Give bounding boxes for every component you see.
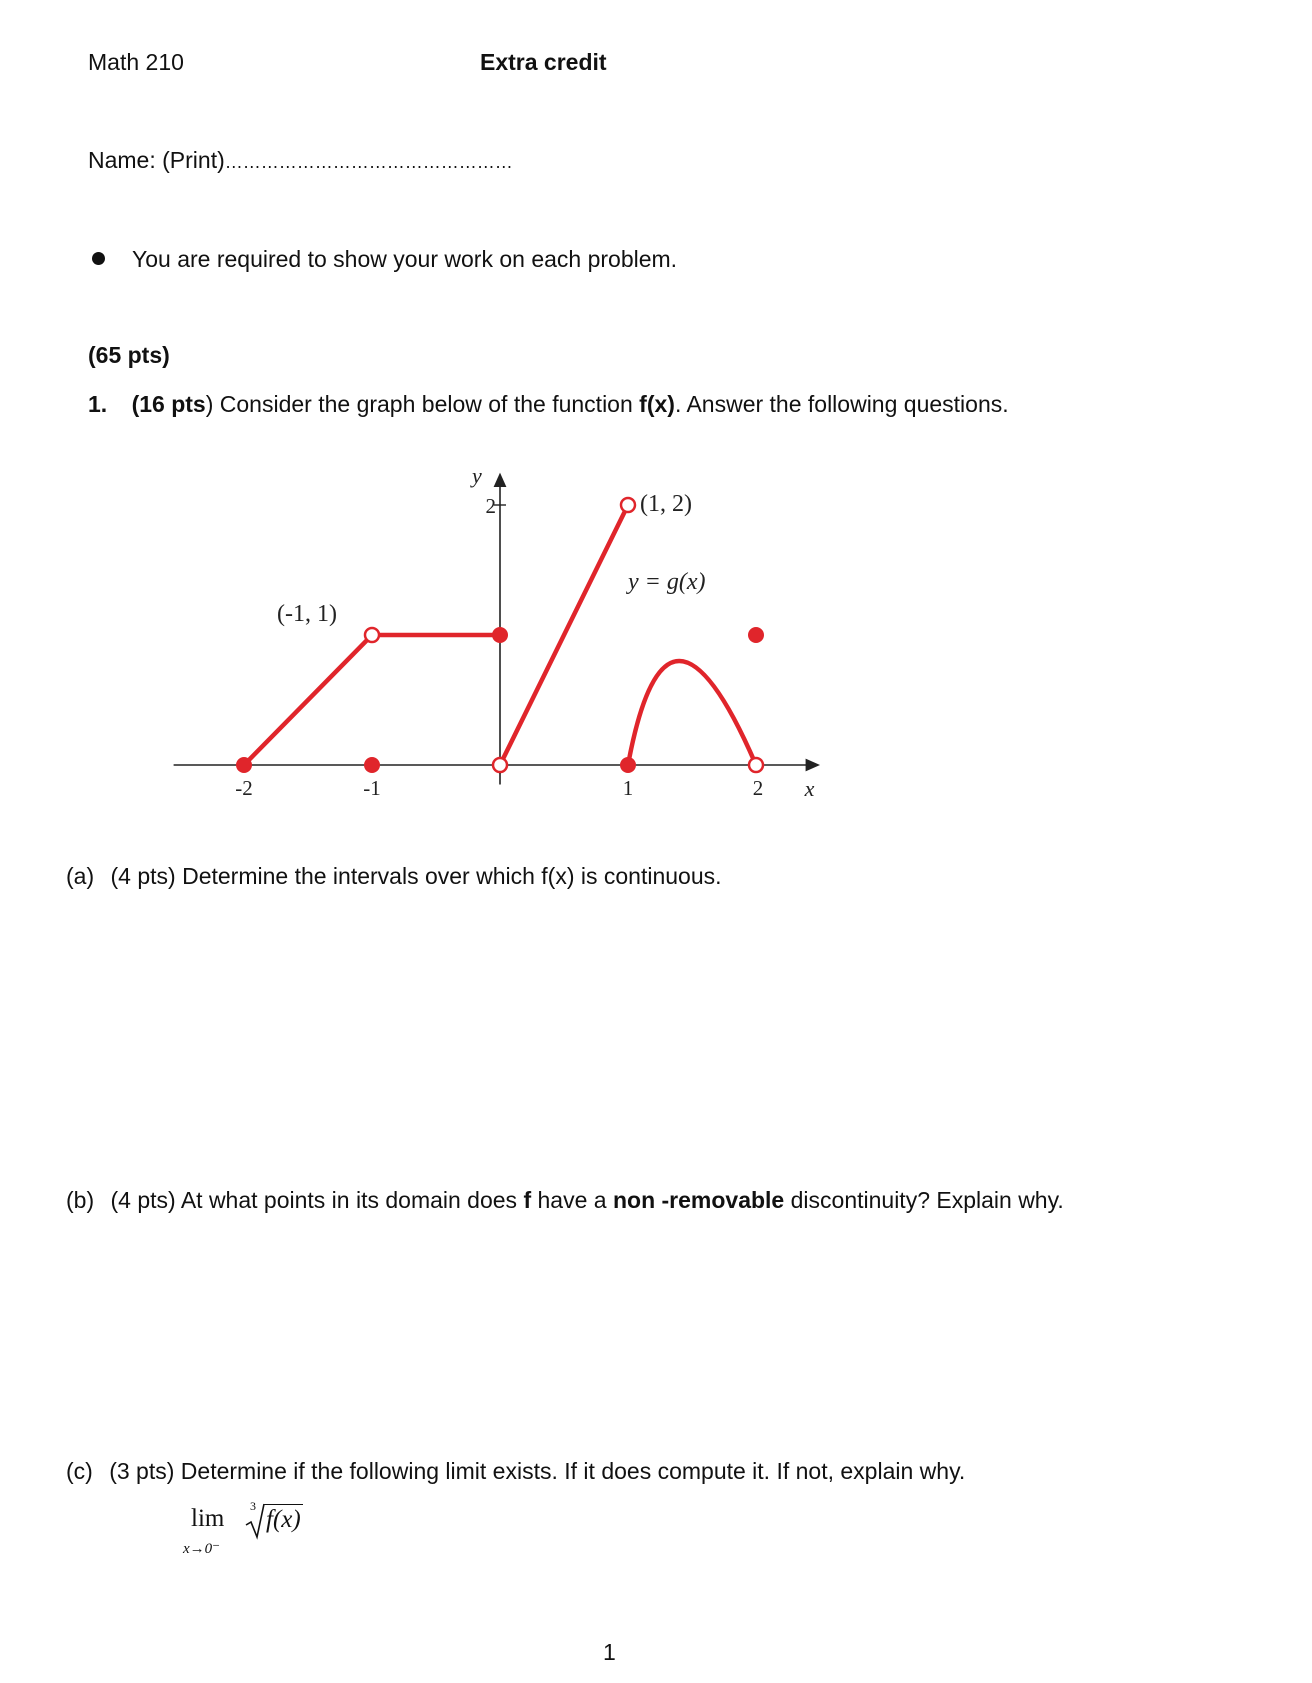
function-graph — [160, 455, 860, 825]
part-b-label: (b) — [66, 1187, 95, 1213]
problem-number: 1. — [88, 391, 108, 417]
problem-function: f(x) — [639, 391, 675, 417]
instruction-text: You are required to show your work on each problem. — [132, 246, 678, 272]
part-b-bold-f: f — [523, 1187, 532, 1213]
lim-word: lim — [191, 1505, 225, 1532]
filled-point — [364, 757, 380, 773]
page-number: 1 — [603, 1639, 616, 1665]
part-a-text: (4 pts) Determine the intervals over which f(x) is continuous. — [110, 863, 722, 889]
name-label: Name: (Print) — [88, 147, 225, 173]
y-axis-label: y — [472, 463, 482, 488]
part-a-label: (a) — [66, 863, 95, 889]
part-c-label: (c) — [66, 1458, 93, 1484]
x-tick-label: -2 — [235, 776, 253, 800]
part-b-text-1: (4 pts) At what points in its domain does — [110, 1187, 524, 1213]
problem-points: (16 pts — [131, 391, 206, 417]
part-b — [66, 1186, 1064, 1214]
problem-text-after: . Answer the following questions. — [674, 391, 1009, 417]
open-point — [365, 628, 379, 642]
page-title: Extra credit — [480, 49, 607, 75]
name-line — [88, 146, 513, 176]
filled-point — [620, 757, 636, 773]
part-c-text: (3 pts) Determine if the following limit exists. If it does compute it. If not, explain why. — [109, 1458, 966, 1484]
part-b-text-3: discontinuity? Explain why. — [784, 1187, 1064, 1213]
bullet-icon — [92, 252, 105, 265]
lim-subscript: x→0⁻ — [183, 1541, 221, 1557]
x-tick-label: 2 — [752, 776, 764, 800]
radical-sign-icon — [245, 1503, 265, 1541]
part-a — [66, 862, 722, 890]
y-tick-label: 2 — [485, 494, 496, 518]
root-index: 3 — [250, 1499, 256, 1513]
segment-1 — [244, 635, 372, 765]
course-label: Math 210 — [88, 49, 184, 75]
filled-point — [492, 627, 508, 643]
segment-3 — [500, 505, 628, 765]
point-label: (1, 2) — [640, 491, 692, 517]
radicand: f(x) — [266, 1506, 301, 1533]
section-points: (65 pts) — [88, 342, 170, 368]
open-point — [621, 498, 635, 512]
open-point — [493, 758, 507, 772]
part-b-text-2: have a — [531, 1187, 613, 1213]
curve-label: y = g(x) — [628, 569, 706, 595]
segment-4 — [628, 661, 756, 765]
part-b-bold-nonremovable: non -removable — [612, 1187, 785, 1213]
x-tick-label: -1 — [363, 776, 381, 800]
x-tick-label: 1 — [622, 776, 634, 800]
point-label: (-1, 1) — [277, 601, 337, 627]
open-point — [749, 758, 763, 772]
part-c — [66, 1457, 965, 1485]
x-axis-label: x — [804, 776, 815, 801]
filled-point — [236, 757, 252, 773]
filled-point — [748, 627, 764, 643]
name-dots: ………………………………………… — [224, 152, 513, 172]
problem-1 — [88, 390, 1009, 418]
problem-text-before: ) Consider the graph below of the function — [205, 391, 640, 417]
